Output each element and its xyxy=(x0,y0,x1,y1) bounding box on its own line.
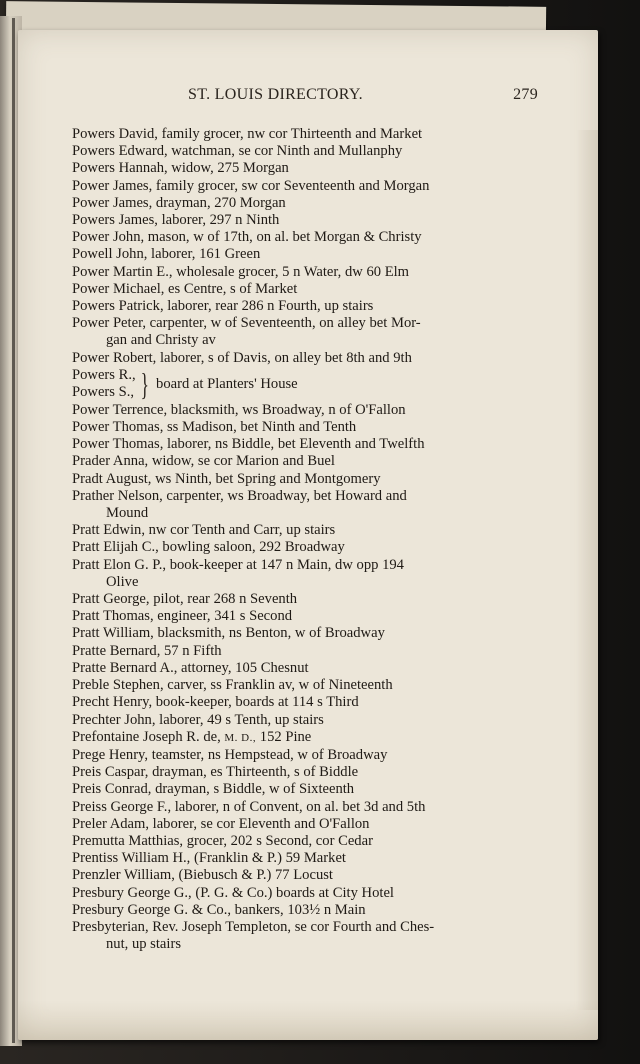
running-title: ST. LOUIS DIRECTORY. xyxy=(188,86,363,103)
directory-entry: Power Thomas, ss Madison, bet Ninth and Tenth xyxy=(72,419,357,436)
bracket-name: Powers S., xyxy=(72,384,135,401)
curly-brace-icon: } xyxy=(140,366,149,403)
directory-entry: Preis Conrad, drayman, s Biddle, w of Sixteenth xyxy=(72,781,355,798)
directory-entry: Powers Patrick, laborer, rear 286 n Fourth, up stairs xyxy=(72,298,374,315)
directory-page xyxy=(18,30,598,1040)
directory-entry: Power Terrence, blacksmith, ws Broadway, n of O'Fallon xyxy=(72,401,406,418)
directory-entry-continuation: gan and Christy av xyxy=(106,332,216,349)
directory-entry: Prentiss William H., (Franklin & P.) 59 Market xyxy=(72,850,346,867)
directory-entry: Power Peter, carpenter, w of Seventeenth, on alley bet Mor- xyxy=(72,315,421,332)
directory-entry: Prenzler William, (Biebusch & P.) 77 Locust xyxy=(72,867,333,884)
directory-entry: Pradt August, ws Ninth, bet Spring and Montgomery xyxy=(72,470,381,487)
directory-entry-continuation: Mound xyxy=(106,505,149,522)
directory-entry: Presbyterian, Rev. Joseph Templeton, se cor Fourth and Ches- xyxy=(72,918,435,935)
directory-entry: Pratt Elon G. P., book-keeper at 147 n Main, dw opp 194 xyxy=(72,556,404,573)
directory-entry-continuation: nut, up stairs xyxy=(106,936,181,953)
page-header xyxy=(188,86,538,110)
directory-entry: Power Martin E., wholesale grocer, 5 n Water, dw 60 Elm xyxy=(72,263,410,280)
directory-entry: Power Michael, es Centre, s of Market xyxy=(72,280,298,297)
bracket-detail: board at Planters' House xyxy=(156,375,298,392)
md-abbreviation: M. D., xyxy=(224,731,257,744)
directory-entry: Preble Stephen, carver, ss Franklin av, w of Nineteenth xyxy=(72,677,393,694)
directory-entries xyxy=(72,126,518,953)
directory-entry: Prechter John, laborer, 49 s Tenth, up stairs xyxy=(72,711,324,728)
directory-entry: Power James, family grocer, sw cor Seventeenth and Morgan xyxy=(72,177,430,194)
directory-entry: Precht Henry, book-keeper, boards at 114 s Third xyxy=(72,694,359,711)
directory-entry: Pratt George, pilot, rear 268 n Seventh xyxy=(72,591,298,608)
spine-shadow-line xyxy=(12,18,15,1043)
directory-entry: Powers Edward, watchman, se cor Ninth and Mullanphy xyxy=(72,143,403,160)
directory-entry: Power Robert, laborer, s of Davis, on alley bet 8th and 9th xyxy=(72,349,412,366)
directory-entry: Prege Henry, teamster, ns Hempstead, w of Broadway xyxy=(72,746,388,763)
directory-entry: Preler Adam, laborer, se cor Eleventh and O'Fallon xyxy=(72,815,370,832)
directory-entry-bracketed xyxy=(72,367,518,402)
directory-entry-continuation: Olive xyxy=(106,573,139,590)
directory-entry: Pratt Edwin, nw cor Tenth and Carr, up stairs xyxy=(72,522,336,539)
directory-entry: Prader Anna, widow, se cor Marion and Buel xyxy=(72,453,335,470)
directory-entry: Power Thomas, laborer, ns Biddle, bet Eleventh and Twelfth xyxy=(72,436,425,453)
bracket-name: Powers R., xyxy=(72,367,136,384)
directory-entry: Power John, mason, w of 17th, on al. bet Morgan & Christy xyxy=(72,229,422,246)
directory-entry: Powers Hannah, widow, 275 Morgan xyxy=(72,160,289,177)
directory-entry: Pratt Thomas, engineer, 341 s Second xyxy=(72,608,293,625)
directory-entry: Powers James, laborer, 297 n Ninth xyxy=(72,212,280,229)
page-number: 279 xyxy=(513,86,538,103)
directory-entry: Preiss George F., laborer, n of Convent, on al. bet 3d and 5th xyxy=(72,798,426,815)
directory-entry: Pratte Bernard, 57 n Fifth xyxy=(72,642,222,659)
directory-entry: Powers David, family grocer, nw cor Thirteenth and Market xyxy=(72,126,423,142)
directory-entry: Powell John, laborer, 161 Green xyxy=(72,246,261,263)
directory-entry: Pratt William, blacksmith, ns Benton, w of Broadway xyxy=(72,625,385,642)
directory-entry: Premutta Matthias, grocer, 202 s Second, cor Cedar xyxy=(72,832,373,849)
directory-entry: Preis Caspar, drayman, es Thirteenth, s of Biddle xyxy=(72,764,359,781)
directory-entry: Pratte Bernard A., attorney, 105 Chesnut xyxy=(72,659,309,676)
directory-entry: Presbury George G., (P. G. & Co.) boards at City Hotel xyxy=(72,884,394,901)
directory-entry: Prather Nelson, carpenter, ws Broadway, bet Howard and xyxy=(72,487,407,504)
directory-entry: Power James, drayman, 270 Morgan xyxy=(72,194,286,211)
directory-entry: Prefontaine Joseph R. de, M. D., 152 Pine xyxy=(72,728,312,745)
directory-entry: Presbury George G. & Co., bankers, 103½ n Main xyxy=(72,901,366,918)
directory-entry: Pratt Elijah C., bowling saloon, 292 Broadway xyxy=(72,539,345,556)
